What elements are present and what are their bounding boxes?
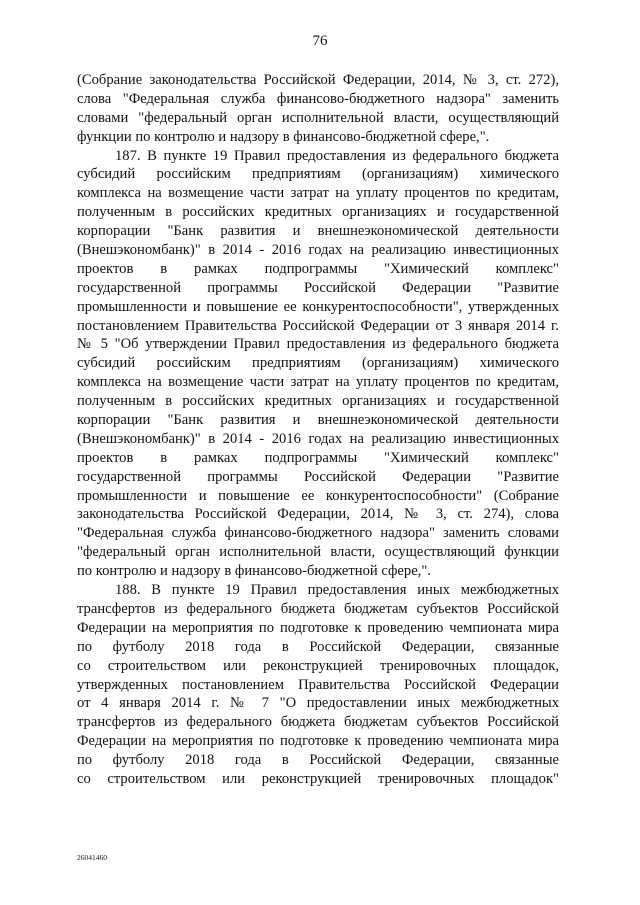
text-line: по футболу 2018 года в Российской Федерации, связанные <box>77 752 559 769</box>
text-line: № 5 "Об утверждении Правил предоставления из федерального бюджета <box>77 336 559 353</box>
page-number: 76 <box>312 33 328 49</box>
paragraph-first-line: 187. В пункте 19 Правил предоставления из федерального бюджета <box>115 147 559 164</box>
text-line: полученным в российских кредитных организациях и государственной <box>77 204 559 221</box>
text-line: (Внешэкономбанк)" в 2014 - 2016 годах на реализацию инвестиционных <box>77 430 559 447</box>
text-line: законодательства Российской Федерации, 2014, № 3, ст. 274), слова <box>77 506 559 523</box>
text-line: проектов в рамках подпрограммы "Химический комплекс" <box>77 260 559 277</box>
text-line: со строительством или реконструкцией тренировочных площадок" <box>77 770 559 787</box>
text-line: Федерации на мероприятия по подготовке к проведению чемпионата мира <box>77 619 559 636</box>
text-line: проектов в рамках подпрограммы "Химический комплекс" <box>77 449 559 466</box>
text-line: Федерации на мероприятия по подготовке к проведению чемпионата мира <box>77 733 559 750</box>
text-line: словами "федеральный орган исполнительной власти, осуществляющий <box>77 109 559 126</box>
text-line: государственной программы Российской Федерации "Развитие <box>77 468 559 485</box>
document-code: 26041460 <box>77 853 107 862</box>
text-line: со строительством или реконструкцией тренировочных площадок, <box>77 657 559 674</box>
text-line: государственной программы Российской Федерации "Развитие <box>77 279 559 296</box>
text-line: трансфертов из федерального бюджета бюджетам субъектов Российской <box>77 600 559 617</box>
text-line: субсидий российским предприятиям (организациям) химического <box>77 355 559 372</box>
text-line: комплекса на возмещение части затрат на уплату процентов по кредитам, <box>77 374 559 391</box>
text-line: "федеральный орган исполнительной власти, осуществляющий функции <box>77 544 559 561</box>
text-line: от 4 января 2014 г. № 7 "О предоставлении иных межбюджетных <box>77 695 559 712</box>
text-line: корпорации "Банк развития и внешнеэкономической деятельности <box>77 223 559 240</box>
text-line: (Собрание законодательства Российской Федерации, 2014, № 3, ст. 272), <box>77 72 559 88</box>
text-line: промышленности и повышение ее конкурентоспособности", утвержденных <box>77 298 559 315</box>
text-line: по футболу 2018 года в Российской Федерации, связанные <box>77 638 559 655</box>
paragraph-first-line: 188. В пункте 19 Правил предоставления иных межбюджетных <box>115 582 559 599</box>
text-line: корпорации "Банк развития и внешнеэкономической деятельности <box>77 412 559 429</box>
text-line: функции по контролю и надзору в финансово-бюджетной сфере,". <box>77 128 490 145</box>
text-line: слова "Федеральная служба финансово-бюджетного надзора" заменить <box>77 90 559 107</box>
text-line: по контролю и надзору в финансово-бюджетной сфере,". <box>77 563 431 580</box>
text-line: полученным в российских кредитных организациях и государственной <box>77 393 559 410</box>
text-line: (Внешэкономбанк)" в 2014 - 2016 годах на реализацию инвестиционных <box>77 242 559 259</box>
text-line: промышленности и повышение ее конкурентоспособности" (Собрание <box>77 487 559 504</box>
text-line: постановлением Правительства Российской Федерации от 3 января 2014 г. <box>77 317 559 334</box>
text-line: субсидий российским предприятиям (организациям) химического <box>77 166 559 183</box>
text-line: утвержденных постановлением Правительства Российской Федерации <box>77 676 559 693</box>
text-line: "Федеральная служба финансово-бюджетного надзора" заменить словами <box>77 525 559 542</box>
document-body <box>77 71 559 789</box>
text-line: трансфертов из федерального бюджета бюджетам субъектов Российской <box>77 714 559 731</box>
text-line: комплекса на возмещение части затрат на уплату процентов по кредитам, <box>77 185 559 202</box>
